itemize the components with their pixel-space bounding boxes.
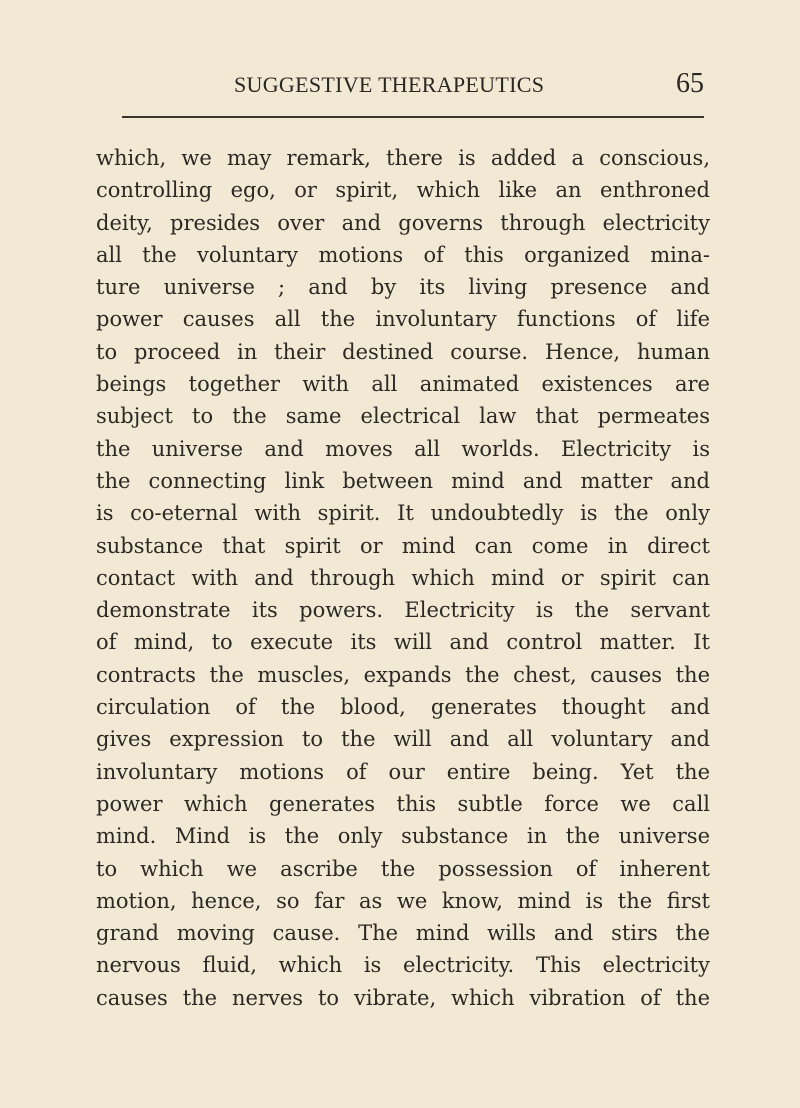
text-line: motion, hence, so far as we know, mind is the first [96, 888, 710, 913]
text-line: to which we ascribe the possession of inherent [96, 856, 710, 881]
running-head [122, 68, 704, 112]
text-line: the universe and moves all worlds. Electricity is [96, 436, 710, 461]
text-line: power which generates this subtle force we call [96, 791, 710, 816]
text-line: demonstrate its powers. Electricity is the servant [96, 598, 710, 623]
text-line: controlling ego, or spirit, which like an enthroned [96, 178, 710, 203]
running-title: SUGGESTIVE THERAPEUTICS [234, 72, 545, 97]
body-paragraph [96, 142, 710, 1014]
text-line: of mind, to execute its will and control matter. It [96, 630, 710, 655]
text-line: power causes all the involuntary functions of life [96, 307, 710, 332]
text-line: to proceed in their destined course. Hence, human [96, 339, 710, 364]
text-line: ture universe ; and by its living presence and [96, 275, 710, 300]
text-line: beings together with all animated existences are [96, 372, 710, 397]
text-line: circulation of the blood, generates thought and [96, 695, 710, 720]
text-line: all the voluntary motions of this organized mina- [96, 242, 710, 267]
text-line: mind. Mind is the only substance in the universe [96, 824, 710, 849]
page-number: 65 [676, 68, 704, 99]
text-line: causes the nerves to vibrate, which vibration of the [96, 985, 710, 1010]
text-line: which, we may remark, there is added a conscious, [96, 146, 710, 170]
text-line: substance that spirit or mind can come in direct [96, 533, 710, 558]
header-rule [122, 116, 704, 118]
text-line: the connecting link between mind and matter and [96, 468, 710, 493]
text-line: contact with and through which mind or spirit can [96, 565, 710, 590]
text-line: involuntary motions of our entire being. Yet the [96, 759, 710, 784]
text-line: is co-eternal with spirit. It undoubtedly is the only [96, 501, 710, 526]
text-line: contracts the muscles, expands the chest, causes the [96, 662, 710, 687]
text-line: deity, presides over and governs through electricity [96, 210, 710, 235]
text-line: grand moving cause. The mind wills and stirs the [96, 921, 710, 946]
text-line: nervous fluid, which is electricity. This electricity [96, 953, 710, 978]
text-line: gives expression to the will and all voluntary and [96, 727, 710, 752]
text-line: subject to the same electrical law that permeates [96, 404, 710, 429]
